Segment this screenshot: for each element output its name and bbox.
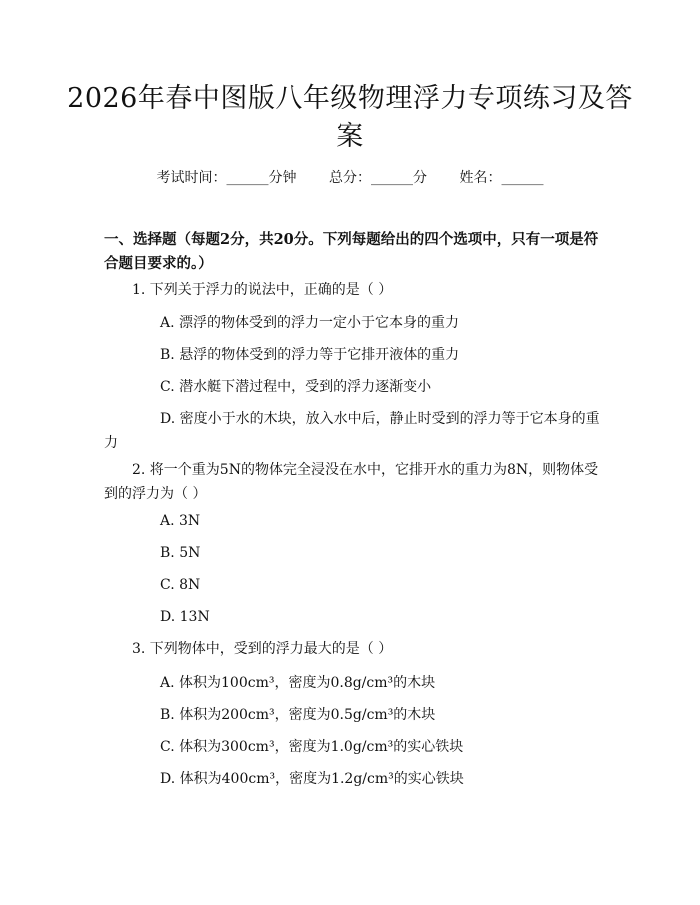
question-1-stem: 1. 下列关于浮力的说法中，正确的是（ ） bbox=[132, 282, 393, 298]
question-2-stem: 2. 将一个重为5N的物体完全浸没在水中，它排开水的重力为8N，则物体受到的浮力为（ ） bbox=[104, 462, 599, 502]
question-1-option-d: D. 密度小于水的木块，放入水中后，静止时受到的浮力等于它本身的重力 bbox=[104, 411, 600, 451]
question-1-option-a: A. 漂浮的物体受到的浮力一定小于它本身的重力 bbox=[160, 315, 460, 331]
exam-meta-line bbox=[0, 168, 700, 188]
question-3-option-b: B. 体积为200cm³，密度为0.5g/cm³的木块 bbox=[160, 707, 436, 723]
question-3-stem: 3. 下列物体中，受到的浮力最大的是（ ） bbox=[132, 641, 393, 657]
student-name-label: 姓名：______ bbox=[459, 170, 544, 186]
question-2-option-a: A. 3N bbox=[160, 513, 201, 529]
total-score-label: 总分：______分 bbox=[329, 170, 427, 186]
question-2-option-d: D. 13N bbox=[160, 609, 210, 625]
question-3-option-a: A. 体积为100cm³，密度为0.8g/cm³的木块 bbox=[160, 675, 436, 691]
question-2-option-c: C. 8N bbox=[160, 577, 201, 593]
exam-time-label: 考试时间：______分钟 bbox=[156, 170, 297, 186]
question-3-option-d: D. 体积为400cm³，密度为1.2g/cm³的实心铁块 bbox=[160, 771, 464, 787]
question-1-option-b: B. 悬浮的物体受到的浮力等于它排开液体的重力 bbox=[160, 347, 460, 363]
document-title: 2026年春中图版八年级物理浮力专项练习及答案 bbox=[67, 83, 633, 152]
section-heading-multiple-choice: 一、选择题（每题2分，共20分。下列每题给出的四个选项中，只有一项是符合题目要求的。） bbox=[104, 231, 599, 272]
question-1-option-c: C. 潜水艇下潜过程中，受到的浮力逐渐变小 bbox=[160, 379, 432, 395]
question-3-option-c: C. 体积为300cm³，密度为1.0g/cm³的实心铁块 bbox=[160, 739, 464, 755]
question-2-option-b: B. 5N bbox=[160, 545, 201, 561]
